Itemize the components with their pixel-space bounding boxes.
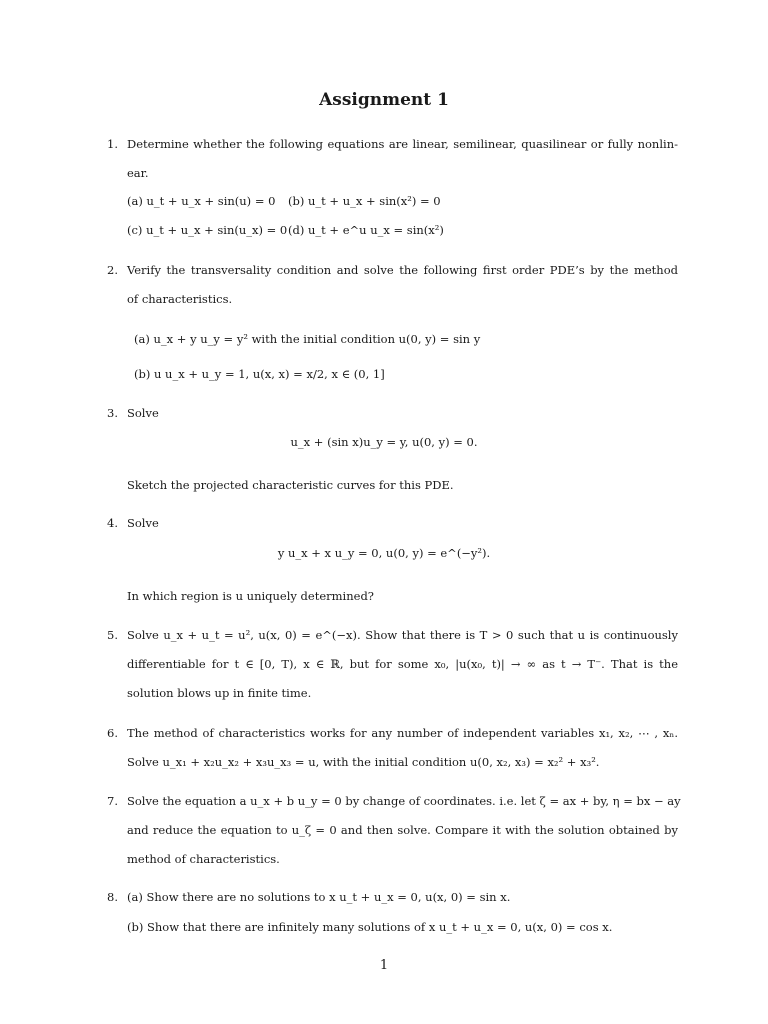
problem-2-part-b: (b) u u_x + u_y = 1, u(x, x) = x/2, x ∈ (0, 1] [134,367,385,381]
page-number: 1 [379,958,389,973]
problem-7-line-2: and reduce the equation to u_ζ = 0 and then solve. Compare it with the solution obtained by [127,823,678,837]
problem-8-part-a: (a) Show there are no solutions to x u_t + u_x = 0, u(x, 0) = sin x. [127,890,511,904]
problem-5-line-3: solution blows up in finite time. [127,686,312,700]
problem-3-lead: Solve [127,406,159,420]
problem-4-equation: y u_x + x u_y = 0, u(0, y) = e^(−y²). [277,546,491,560]
problem-1-part-b: (b) u_t + u_x + sin(x²) = 0 [288,194,441,208]
problem-number: 3. [107,406,118,420]
problem-7-line-1: Solve the equation a u_x + b u_y = 0 by change of coordinates. i.e. let ζ = ax + by, η = bx − ay [127,794,681,808]
problem-1-line-1: Determine whether the following equations are linear, semilinear, quasilinear or fully nonlin- [127,137,678,151]
problem-7-line-3: method of characteristics. [127,852,280,866]
problem-4-lead: Solve [127,516,159,530]
page-title: Assignment 1 [319,90,449,110]
problem-2-part-a: (a) u_x + y u_y = y² with the initial condition u(0, y) = sin y [134,332,481,346]
problem-number: 1. [107,137,118,151]
problem-2-line-1: Verify the transversality condition and solve the following first order PDE’s by the method [127,263,678,277]
problem-3-follow: Sketch the projected characteristic curves for this PDE. [127,478,454,492]
problem-number: 8. [107,890,118,904]
problem-5-line-1: Solve u_x + u_t = u², u(x, 0) = e^(−x). Show that there is T > 0 such that u is continuously [127,628,678,642]
problem-number: 2. [107,263,118,277]
problem-2-line-2: of characteristics. [127,292,233,306]
problem-1-part-d: (d) u_t + e^u u_x = sin(x²) [288,223,444,237]
problem-1-part-c: (c) u_t + u_x + sin(u_x) = 0 [127,223,288,237]
problem-8-part-b: (b) Show that there are infinitely many solutions of x u_t + u_x = 0, u(x, 0) = cos x. [127,920,613,934]
problem-number: 4. [107,516,118,530]
problem-6-line-1: The method of characteristics works for any number of independent variables x₁, x₂, ⋯ , xₙ. [127,726,678,740]
problem-number: 7. [107,794,118,808]
problem-1-part-a: (a) u_t + u_x + sin(u) = 0 [127,194,276,208]
problem-4-follow: In which region is u uniquely determined? [127,589,374,603]
problem-3-equation: u_x + (sin x)u_y = y, u(0, y) = 0. [290,435,478,449]
problem-6-line-2: Solve u_x₁ + x₂u_x₂ + x₃u_x₃ = u, with the initial condition u(0, x₂, x₃) = x₂² + x₃². [127,755,600,769]
problem-number: 6. [107,726,118,740]
problem-number: 5. [107,628,118,642]
problem-5-line-2: differentiable for t ∈ [0, T), x ∈ ℝ, but for some x₀, |u(x₀, t)| → ∞ as t → T⁻. That is the [127,657,678,671]
problem-1-line-2: ear. [127,166,149,180]
